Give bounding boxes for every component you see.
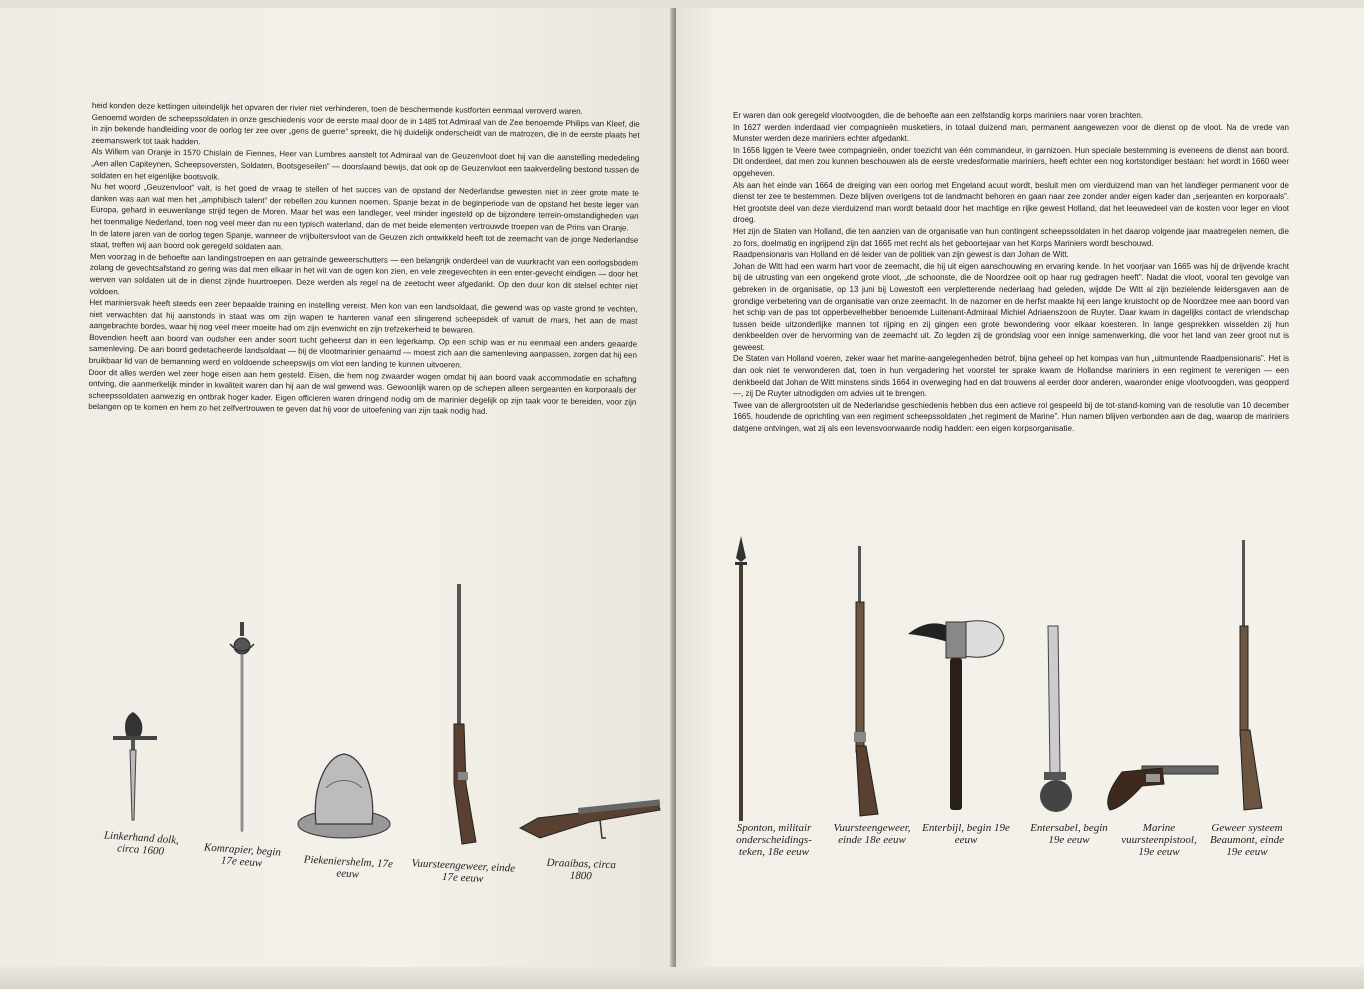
caption-spontoon: Sponton, militair onderscheidings-teken, 18e eeuw bbox=[736, 822, 812, 858]
caption-rapier: Komrapier, begin 17e eeuw bbox=[203, 841, 282, 870]
paragraph: Het mariniersvak heeft steeds een zeer bepaalde training en instelling vereist. Men kon van een landsoldaat, die gewend was op vaste grond te vechten, niet verwachten dat hij aanstonds in staat was om zijn wapen te hanteren vanaf een slingerend scheepsdek of vanuit de mars, het aan de mast aangebrachte bordes, waar hij nog veel meer moeite had om zijn evenwicht en zijn trefzekerheid te bewaren. bbox=[89, 298, 638, 335]
paragraph: heid konden deze kettingen uiteindelijk het opvaren der rivier niet verhinderen, toen de beschermende kustforten eenmaal veroverd waren. bbox=[91, 100, 583, 116]
paragraph: In de latere jaren van de oorlog tegen Spanje, wanneer de vrijbuitersvloot van de Geuzen zich ontwikkeld heeft tot de zeemacht van de jonge Nederlandse staat, treffen wij aan boord ook geregeld soldaten aan. bbox=[90, 228, 639, 252]
flintlock-rifle-illustration bbox=[846, 546, 886, 818]
paragraph: Als Willem van Oranje in 1570 Chislain de Fiennes, Heer van Lumbres aanstelt tot Admiraal van de Geuzenvloot doet hij van die aanstelling mededeling „Aen allen Capiteynen, Scheepsoversten, Soldaten, Bootsgeseilen” — doorslaand bewijs, dat ook op de Geuzenvloot een taakverdeling bestond tussen de soldaten en het eigenlijke bootsvolk. bbox=[91, 147, 640, 182]
caption-pistol: Marine vuursteenpistool, 19e eeuw bbox=[1121, 822, 1197, 858]
paragraph: Nu het woord „Geuzenvloot” valt, is het goed de vraag te stellen of het succes van de opstand der Nederlandse gewesten niet in zeer grote mate te danken was aan wat men het „amphibisch talent” der rebellen zou kunnen noemen. Spanje bezat in de beginperiode van de opstand het beste leger van Europa, gehard in eeuwenlange strijd tegen de Moren. Maar het was een landleger, veel minder ingesteld op de bijzondere terrein-omstandigheden van het toenmalige Nederland, toen nog veel meer dan nu een typisch waterland, dan de met beide elementen vertrouwde troepen van de Prins van Oranje. bbox=[90, 182, 639, 233]
caption-dagger: Linkerhand dolk, circa 1600 bbox=[103, 829, 180, 858]
right-page bbox=[676, 0, 1364, 989]
paragraph: Het zijn de Staten van Holland, die ten aanzien van de organisatie van hun contingent scheepssoldaten in het daarop volgende jaar maatregelen nemen, die zo fors, doelmatig en ingrijpend zijn dat 1665 met recht als het geboortejaar van het Korps Mariniers wordt beschouwd. bbox=[733, 226, 1289, 248]
left-page bbox=[0, 0, 672, 989]
caption-musket: Vuursteengeweer, einde 17e eeuw bbox=[411, 857, 516, 886]
paragraph: Genoemd worden de scheepssoldaten in onze geschiedenis voor de eerste maal door de in 1485 tot Admiraal van de Zee benoemde Philips van Kleef, die in zijn bekende handleiding voor de oorlog ter zee over „gens de guerre” spreekt, die hij duidelijk onderscheidt van de matrozen, die in de eerste plaats het zeemanswerk tot taak hadden. bbox=[91, 112, 640, 147]
caption-rifle: Vuursteengeweer, einde 18e eeuw bbox=[833, 822, 911, 846]
paragraph: Twee van de allergrootsten uit de Nederlandse geschiedenis hebben dus een actieve rol gespeeld bij de tot-stand-koming van de resolutie van 10 december 1665, houdende de oprichting van een regiment scheepssoldaten „het regiment de Marine”. Hun namen blijven verbonden aan de dag, waarop de mariniers datgene ontvingen, wat zij als een levensvoorwaarde nodig hadden: een eigen korpsorganisatie. bbox=[733, 400, 1289, 434]
boarding-axe-illustration bbox=[908, 616, 1004, 812]
spontoon-illustration bbox=[732, 536, 750, 822]
caption-helmet: Piekeniershelm, 17e eeuw bbox=[303, 853, 394, 881]
swivel-gun-illustration bbox=[518, 798, 660, 846]
paragraph: In 1656 liggen te Veere twee compagnieën, onder toezicht van één commandeur, in garnizoen. Hun speciale bestemming is eveneens de dienst aan boord. Dit onderdeel, dat men zou kunnen beschouwen als de eerste vredesformatie mariniers, heeft echter een nog kortstondiger bestaan: het wordt in 1660 weer opgeheven. bbox=[733, 145, 1289, 178]
left-body-text bbox=[88, 100, 640, 420]
caption-beaumont: Geweer systeem Beaumont, einde 19e eeuw bbox=[1210, 822, 1284, 858]
right-body-text bbox=[733, 110, 1289, 435]
beaumont-rifle-illustration bbox=[1232, 540, 1268, 812]
paragraph: Er waren dan ook geregeld vlootvoogden, die de behoefte aan een zelfstandig korps mariniers naar voren brachten. bbox=[733, 111, 1144, 120]
pistol-illustration bbox=[1102, 758, 1218, 812]
paragraph: Door dit alles werden wel zeer hoge eisen aan hem gesteld. Eisen, die hem nog zwaarder wogen omdat hij aan boord vaak accommodatie en schafting ontving, die aanmerkelijk minder in kwaliteit waren dan hij aan de wal gewend was. Gewoonlijk waren op de schepen alleen sergeanten en korporaals der scheepssoldaten aanwezig en ontbrak hoger kader. Eigen officieren waren dringend nodig om de marinier degelijk op zijn taak voor te bereiden, voor zijn belangen op te komen en hem zo het zelfvertrouwen te geven dat hij voor de uitoefening van zijn taak nodig had. bbox=[88, 367, 637, 417]
caption-swivel-gun: Draaibas, circa 1800 bbox=[546, 856, 617, 883]
rapier-illustration bbox=[228, 622, 258, 832]
helmet-illustration bbox=[296, 748, 392, 844]
dagger-illustration bbox=[105, 712, 165, 822]
top-edge bbox=[0, 0, 1364, 8]
paragraph: Raadpensionaris van Holland en dé leider van de politiek van zijn gewest is dan Johan de Witt. bbox=[733, 250, 1069, 260]
paragraph: In 1627 werden inderdaad vier compagnieën musketiers, in totaal duizend man, permanent aangewezen voor de dienst op de vloot. Na de vrede van Munster werden deze mariniers echter afgedankt. bbox=[733, 122, 1289, 144]
paragraph: Als aan het einde van 1664 de dreiging van een oorlog met Engeland acuut wordt, besluit men om vierduizend man van het landleger permanent voor de dienst ter zee te bestemmen. Deze blijven overigens tot de landmacht behoren en gaan naar zee zonder ander eigen kader dan „serjeanten en korporaals”. Het grootste deel van deze vierduizend man wordt betaald door het machtige en rijke gewest Holland, dat het leeuwedeel van de kosten voor leger en vloot droeg. bbox=[733, 180, 1289, 225]
bottom-edge bbox=[0, 967, 1364, 989]
flintlock-musket-illustration bbox=[440, 584, 480, 846]
paragraph: Men voorzag in de behoefte aan landingstroepen en aan getrainde geweerschutters — een belangrijk onderdeel van de vuurkracht van een oorlogsbodem zolang de gevechtsafstand zo gering was dat men elkaar in het wit van de ogen kon zien, en vele zeegevechten in een enter-gevecht eindigen — door het werven van soldaten uit de in dienst zijnde huurtroepen. Deze werden als regel na de zeetocht weer afgedankt. Op den duur kon dit stelsel echter niet voldoen. bbox=[89, 251, 639, 296]
cutlass-illustration bbox=[1036, 626, 1080, 816]
paragraph: Bovendien heeft aan boord van oudsher een ander soort tucht geheerst dan in een legerkamp. Op een schip was er nu eenmaal een anders geaarde samenleving. De aan boord gedetacheerde landsoldaat — bij de vlootmarinier genaamd — moest zich aan die samenleving aanpassen, zorgen dat hij een bruikbaar lid van de bemanning werd en voldoende scheepswijs om vlot een landing te kunnen uitvoeren. bbox=[88, 332, 638, 370]
paragraph: De Staten van Holland voeren, zeker waar het marine-aangelegenheden betrof, bijna geheel op het kompas van hun „uitmuntende Raadpensionaris”. Het is dan ook niet te verwonderen dat, toen in hun vergadering het voorstel ter sprake kwam de Hollandse mariniers in een regiment te verenigen — een denkbeeld dat Johan de Witt minstens sinds 1664 in overweging had en dat trouwens al eerder door anderen, waaronder enige vlootvoogden, was geopperd —, zij De Ruyter uitnodigden om advies uit te brengen. bbox=[733, 354, 1289, 399]
caption-boarding-axe: Enterbijl, begin 19e eeuw bbox=[922, 822, 1010, 846]
caption-cutlass: Entersabel, begin 19e eeuw bbox=[1030, 822, 1108, 846]
paragraph: Johan de Witt had een warm hart voor de zeemacht, die hij uit eigen aanschouwing en ervaring kende. In het voorjaar van 1665 was hij de drijvende kracht bij de uitrusting van een ongekend grote vloot, „de schoonste, die de Noordzee ooit op haar rug gedragen heeft”. Nadat die vloot, vooral ten gevolge van gebreken in de organisatie, op 13 juni bij Lowestoft een verpletterende nederlaag had geleden, wijdde De Witt al zijn bezielende leidersgaven aan de grondige verbetering van de organisatie van onze zeemacht. In de nazomer en de herfst maakte hij een lange kruistocht op de Noordzee mee aan boord van het schip van de pas tot opperbevelhebber benoemde Luitenant-Admiraal Michiel Adriaenszoon de Ruyter. Daar kwam in dagelijks contact de vriendschap tussen beide uitzonderlijke mannen tot rijping en zij gingen een grote bewondering voor elkaar koesteren. In lange gesprekken wisselden zij hun denkbeelden over de hervorming van de zeemacht uit. Zo legden zij de grondslag voor een innige samenwerking, die voor het land van zeer groot nut is geweest. bbox=[733, 261, 1289, 352]
